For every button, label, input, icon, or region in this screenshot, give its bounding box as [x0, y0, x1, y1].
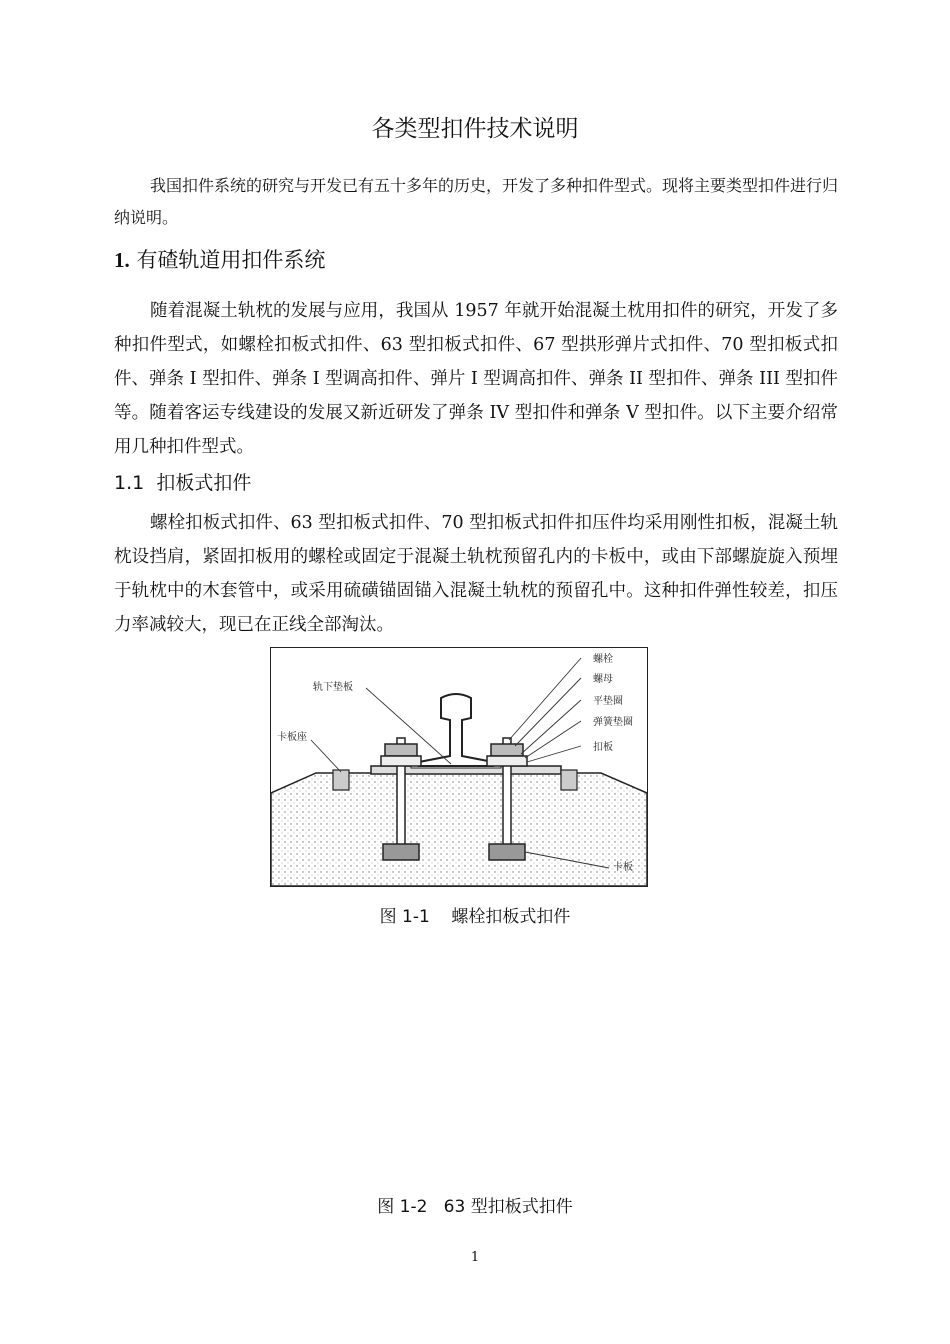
section-heading-1 — [114, 244, 325, 274]
left-clamp-plate — [381, 756, 421, 766]
body-paragraph-2: 螺栓扣板式扣件、63 型扣板式扣件、70 型扣板式扣件扣压件均采用刚性扣板，混凝土轨枕设挡肩，紧固扣板用的螺栓或固定于混凝土轨枕预留孔内的卡板中，或由下部螺旋旋入预埋于轨枕中的木套管中，或采用硫磺锚固锚入混凝土轨枕的预留孔中。这种扣件弹性较差，扣压力率减较大，现已在正线全部淘汰。 — [114, 513, 838, 635]
sleeper-body — [271, 773, 647, 886]
right-plate-seat — [561, 770, 577, 790]
left-nut — [385, 744, 417, 756]
figure-2-text: 63 型扣板式扣件 — [443, 1197, 573, 1217]
fastener-diagram-drawing — [271, 648, 647, 886]
label-rail-pad: 轨下垫板 — [313, 682, 353, 693]
section-heading-1-1 — [114, 468, 251, 495]
section-number: 1. — [114, 248, 130, 272]
left-plate-seat — [333, 770, 349, 790]
figure-1-number: 图 1-1 — [379, 907, 430, 927]
rail-profile — [419, 694, 493, 766]
left-card-plate — [383, 844, 419, 860]
intro-paragraph: 我国扣件系统的研究与开发已有五十多年的历史，开发了多种扣件型式。现将主要类型扣件进行归纳说明。 — [114, 176, 839, 227]
section-title: 有碴轨道用扣件系统 — [136, 248, 326, 272]
label-plate-seat: 卡板座 — [277, 732, 307, 743]
fastener-diagram — [270, 647, 648, 887]
figure-2-number: 图 1-2 — [377, 1197, 428, 1217]
figure-caption-1 — [0, 902, 950, 927]
page-title: 各类型扣件技术说明 — [371, 116, 579, 142]
right-card-plate — [489, 844, 525, 860]
right-clamp-plate — [487, 756, 527, 766]
right-nut — [491, 744, 523, 756]
label-nut: 螺母 — [593, 674, 613, 685]
label-spring-washer: 弹簧垫圈 — [593, 717, 633, 728]
subsection-title: 扣板式扣件 — [156, 472, 252, 494]
label-flat-washer: 平垫圈 — [593, 696, 623, 707]
page-number: 1 — [470, 1250, 480, 1265]
label-clamp-plate: 扣板 — [593, 742, 613, 753]
body-paragraph-1: 随着混凝土轨枕的发展与应用，我国从 1957 年就开始混凝土枕用扣件的研究，开发了多种扣件型式，如螺栓扣板式扣件、63 型扣板式扣件、67 型拱形弹片式扣件、70 型扣板式扣件、弹条 I 型扣件、弹条 I 型调高扣件、弹片 I 型调高扣件、弹条 II 型扣件、弹条 III 型扣件等。随着客运专线建设的发展又新近研发了弹条 IV 型扣件和弹条 V 型扣件。以下主要介绍常用几种扣件型式。 — [114, 301, 838, 457]
figure-caption-2 — [0, 1192, 950, 1217]
label-card-plate: 卡板 — [613, 862, 633, 873]
figure-1-text: 螺栓扣板式扣件 — [451, 907, 571, 927]
subsection-number: 1.1 — [114, 472, 145, 494]
label-bolt: 螺栓 — [593, 654, 613, 665]
